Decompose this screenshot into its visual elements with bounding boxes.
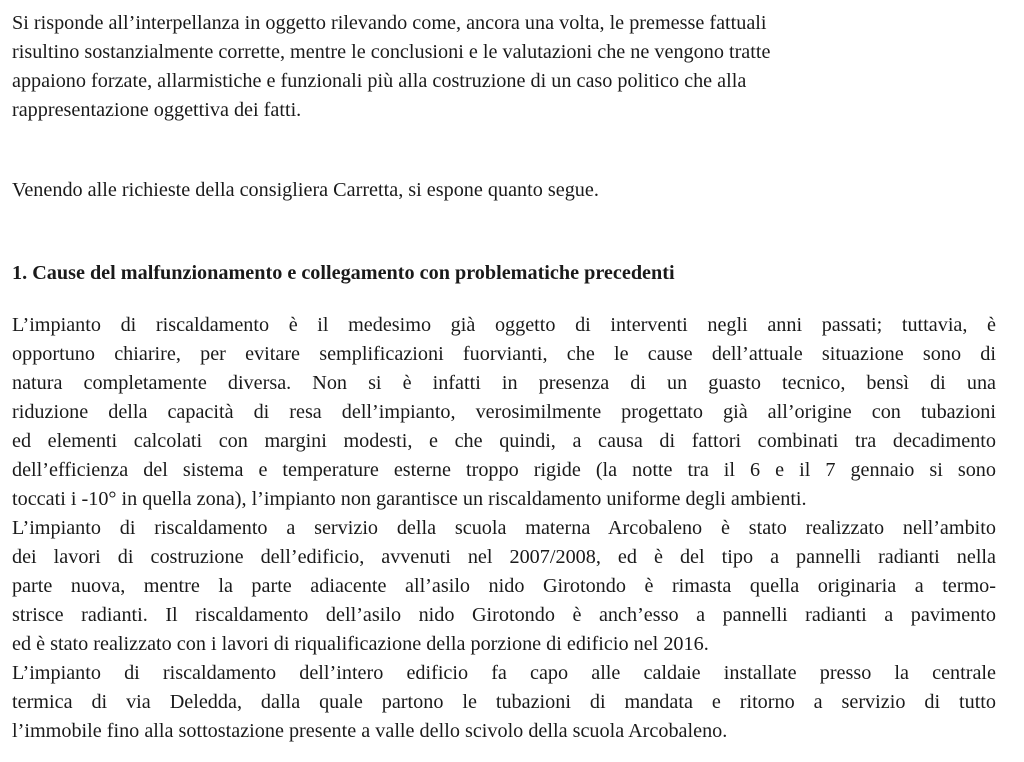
section-heading: 1. Cause del malfunzionamento e collegamento con problematiche precedenti — [12, 262, 675, 284]
text-line: Venendo alle richieste della consigliera Carretta, si espone quanto segue. — [12, 179, 599, 201]
text-line: strisce radianti. Il riscaldamento dell’asilo nido Girotondo è anch’esso a pannelli radianti a pavimento — [12, 604, 996, 626]
text-line: L’impianto di riscaldamento è il medesimo già oggetto di interventi negli anni passati; tuttavia, è — [12, 314, 996, 336]
text-line: natura completamente diversa. Non si è infatti in presenza di un guasto tecnico, bensì di una — [12, 372, 996, 394]
text-line: Si risponde all’interpellanza in oggetto rilevando come, ancora una volta, le premesse fattuali — [12, 12, 767, 34]
text-line: risultino sostanzialmente corrette, mentre le conclusioni e le valutazioni che ne vengono tratte — [12, 41, 771, 63]
text-line: L’impianto di riscaldamento a servizio della scuola materna Arcobaleno è stato realizzato nell’ambito — [12, 517, 996, 539]
text-line: termica di via Deledda, dalla quale partono le tubazioni di mandata e ritorno a servizio di tutto — [12, 691, 996, 713]
text-line: dei lavori di costruzione dell’edificio, avvenuti nel 2007/2008, ed è del tipo a pannelli radianti nella — [12, 546, 996, 568]
text-line: opportuno chiarire, per evitare semplificazioni fuorvianti, che le cause dell’attuale situazione sono di — [12, 343, 996, 365]
text-line: riduzione della capacità di resa dell’impianto, verosimilmente progettato già all’origine con tubazioni — [12, 401, 996, 423]
text-line: ed è stato realizzato con i lavori di riqualificazione della porzione di edificio nel 2016. — [12, 633, 709, 655]
section-1-body — [12, 311, 996, 746]
text-line: dell’efficienza del sistema e temperature esterne troppo rigide (la notte tra il 6 e il 7 gennaio si sono — [12, 459, 996, 481]
text-line: appaiono forzate, allarmistiche e funzionali più alla costruzione di un caso politico che alla — [12, 70, 747, 92]
transition-paragraph — [12, 176, 599, 205]
text-line: L’impianto di riscaldamento dell’intero edificio fa capo alle caldaie installate presso la centrale — [12, 662, 996, 684]
text-line: ed elementi calcolati con margini modesti, e che quindi, a causa di fattori combinati tra decadimento — [12, 430, 996, 452]
text-line: rappresentazione oggettiva dei fatti. — [12, 99, 302, 121]
intro-paragraph — [12, 9, 770, 125]
text-line: l’immobile fino alla sottostazione presente a valle dello scivolo della scuola Arcobaleno. — [12, 720, 728, 742]
text-line: parte nuova, mentre la parte adiacente all’asilo nido Girotondo è rimasta quella originaria a termo- — [12, 575, 996, 597]
text-line: toccati i -10° in quella zona), l’impianto non garantisce un riscaldamento uniforme degli ambienti. — [12, 488, 807, 510]
